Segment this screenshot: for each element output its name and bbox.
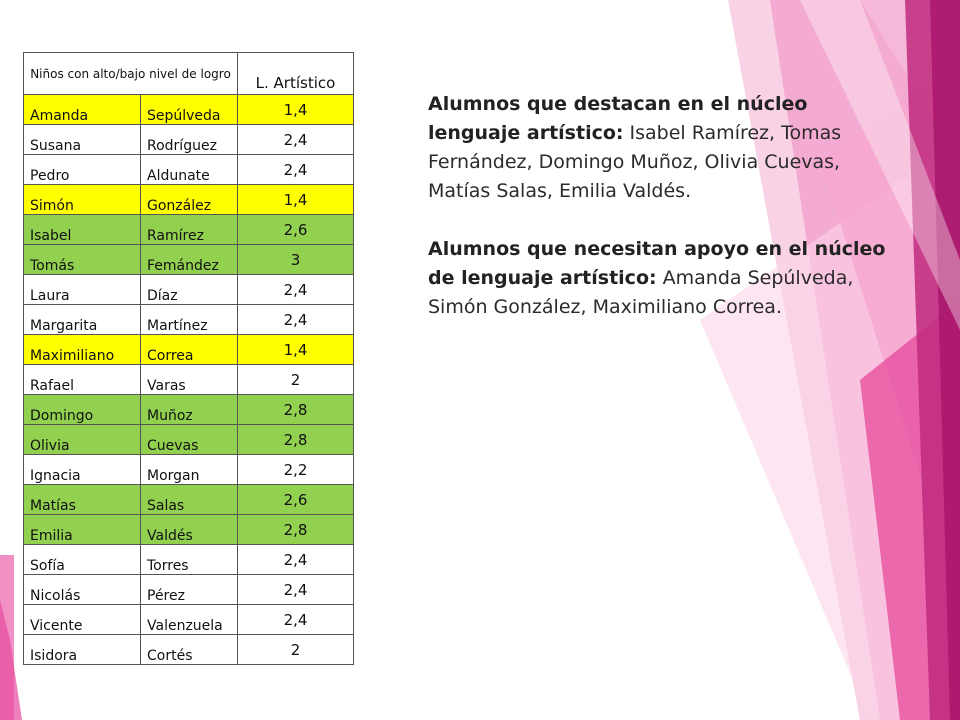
first-name-cell: Isidora: [24, 635, 141, 665]
last-name-cell: González: [141, 185, 238, 215]
first-name-cell: Amanda: [24, 95, 141, 125]
first-name-cell: Domingo: [24, 395, 141, 425]
table-row: [24, 605, 354, 635]
table-row: [24, 95, 354, 125]
table-row: [24, 545, 354, 575]
support-note: [428, 235, 888, 322]
table-header-row: [24, 53, 354, 95]
score-cell: 2,4: [238, 305, 354, 335]
first-name-cell: Margarita: [24, 305, 141, 335]
last-name-cell: Sepúlveda: [141, 95, 238, 125]
first-name-cell: Emilia: [24, 515, 141, 545]
highlight-heading: Alumnos que destacan en el núcleo lenguaje artístico:: [428, 93, 808, 144]
last-name-cell: Martínez: [141, 305, 238, 335]
first-name-cell: Sofía: [24, 545, 141, 575]
first-name-cell: Maximiliano: [24, 335, 141, 365]
score-cell: 2,6: [238, 485, 354, 515]
last-name-cell: Femández: [141, 245, 238, 275]
table-row: [24, 635, 354, 665]
score-cell: 1,4: [238, 185, 354, 215]
score-cell: 2,6: [238, 215, 354, 245]
last-name-cell: Correa: [141, 335, 238, 365]
first-name-cell: Ignacia: [24, 455, 141, 485]
last-name-cell: Aldunate: [141, 155, 238, 185]
support-body: Amanda Sepúlveda, Simón González, Maximiliano Correa.: [428, 267, 854, 318]
score-cell: 2,8: [238, 395, 354, 425]
table-row: [24, 485, 354, 515]
first-name-cell: Susana: [24, 125, 141, 155]
last-name-cell: Varas: [141, 365, 238, 395]
score-cell: 2,4: [238, 575, 354, 605]
score-cell: 2: [238, 365, 354, 395]
score-cell: 3: [238, 245, 354, 275]
score-cell: 2,4: [238, 275, 354, 305]
table-row: [24, 125, 354, 155]
first-name-cell: Isabel: [24, 215, 141, 245]
grades-table: [23, 52, 354, 665]
score-cell: 1,4: [238, 95, 354, 125]
score-cell: 2,2: [238, 455, 354, 485]
last-name-cell: Díaz: [141, 275, 238, 305]
support-heading: Alumnos que necesitan apoyo en el núcleo de lenguaje artístico:: [428, 238, 886, 289]
last-name-cell: Morgan: [141, 455, 238, 485]
first-name-cell: Rafael: [24, 365, 141, 395]
score-cell: 2,4: [238, 125, 354, 155]
header-names: Niños con alto/bajo nivel de logro: [24, 53, 238, 95]
last-name-cell: Salas: [141, 485, 238, 515]
table-row: [24, 245, 354, 275]
score-cell: 2,4: [238, 545, 354, 575]
summary-notes: [428, 90, 888, 322]
first-name-cell: Tomás: [24, 245, 141, 275]
first-name-cell: Vicente: [24, 605, 141, 635]
table-row: [24, 365, 354, 395]
table-row: [24, 515, 354, 545]
last-name-cell: Torres: [141, 545, 238, 575]
table-row: [24, 275, 354, 305]
score-cell: 2: [238, 635, 354, 665]
table-row: [24, 305, 354, 335]
first-name-cell: Laura: [24, 275, 141, 305]
table-row: [24, 455, 354, 485]
table-row: [24, 575, 354, 605]
table-row: [24, 335, 354, 365]
last-name-cell: Pérez: [141, 575, 238, 605]
grades-table-container: [23, 52, 354, 665]
table-row: [24, 155, 354, 185]
score-cell: 2,4: [238, 155, 354, 185]
table-row: [24, 395, 354, 425]
table-row: [24, 185, 354, 215]
score-cell: 2,8: [238, 515, 354, 545]
last-name-cell: Muñoz: [141, 395, 238, 425]
highlight-note: [428, 90, 888, 206]
first-name-cell: Simón: [24, 185, 141, 215]
score-cell: 1,4: [238, 335, 354, 365]
table-row: [24, 425, 354, 455]
score-cell: 2,8: [238, 425, 354, 455]
first-name-cell: Matías: [24, 485, 141, 515]
score-cell: 2,4: [238, 605, 354, 635]
last-name-cell: Rodríguez: [141, 125, 238, 155]
last-name-cell: Ramírez: [141, 215, 238, 245]
first-name-cell: Olivia: [24, 425, 141, 455]
last-name-cell: Valdés: [141, 515, 238, 545]
last-name-cell: Cortés: [141, 635, 238, 665]
first-name-cell: Nicolás: [24, 575, 141, 605]
last-name-cell: Valenzuela: [141, 605, 238, 635]
table-row: [24, 215, 354, 245]
first-name-cell: Pedro: [24, 155, 141, 185]
last-name-cell: Cuevas: [141, 425, 238, 455]
highlight-body: Isabel Ramírez, Tomas Fernández, Domingo Muñoz, Olivia Cuevas, Matías Salas, Emilia Valdés.: [428, 122, 842, 202]
header-subject: L. Artístico: [238, 53, 354, 95]
